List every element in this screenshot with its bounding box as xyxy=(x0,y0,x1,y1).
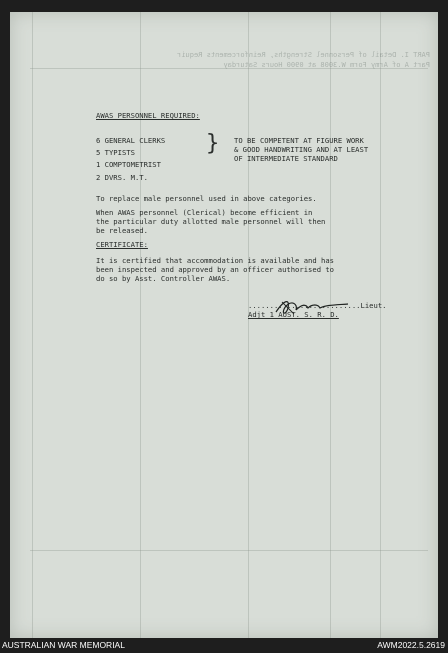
document-page xyxy=(10,12,438,638)
clerical-line: When AWAS personnel (Clerical) become efficient in xyxy=(96,208,313,217)
clerical-line: be released. xyxy=(96,226,148,235)
ruled-line xyxy=(140,12,141,638)
ruled-line xyxy=(32,12,33,638)
ruled-line xyxy=(380,12,381,638)
clerical-line: the particular duty allotted male personnel will then xyxy=(96,217,326,226)
ruled-line xyxy=(330,12,331,638)
ghost-line: PART I. Detail of Personnel Strengths, Reinforcements Requir xyxy=(177,51,430,59)
requirement-line: & GOOD HANDWRITING AND AT LEAST xyxy=(234,145,369,154)
footer-accession-number: AWM2022.5.2619 xyxy=(377,640,445,650)
certificate-line: do so by Asst. Controller AWAS. xyxy=(96,274,231,283)
brace-mark: } xyxy=(206,131,220,156)
ruled-line xyxy=(30,550,428,551)
ghost-line: Part A of Army Form W.3008 at 0900 Hours Saturday xyxy=(223,61,430,69)
footer-institution: AUSTRALIAN WAR MEMORIAL xyxy=(2,640,125,650)
requirement-line: TO BE COMPETENT AT FIGURE WORK xyxy=(234,136,364,145)
signature-dots: ..........................Lieut. xyxy=(248,301,387,310)
signature-title: Adjt 1 AUST. S. R. D. xyxy=(248,310,339,319)
personnel-item: 5 TYPISTS xyxy=(96,148,135,157)
certificate-line: It is certified that accommodation is available and has xyxy=(96,256,334,265)
personnel-item: 6 GENERAL CLERKS xyxy=(96,136,166,145)
heading-awas-personnel: AWAS PERSONNEL REQUIRED: xyxy=(96,111,200,120)
certificate-heading: CERTIFICATE: xyxy=(96,240,148,249)
ruled-line xyxy=(248,12,249,638)
bleed-through-text xyxy=(40,50,430,70)
certificate-line: been inspected and approved by an officer authorised to xyxy=(96,265,334,274)
personnel-item: 1 COMPTOMETRIST xyxy=(96,160,161,169)
requirement-line: OF INTERMEDIATE STANDARD xyxy=(234,154,338,163)
replace-line: To replace male personnel used in above categories. xyxy=(96,194,317,203)
personnel-item: 2 DVRS. M.T. xyxy=(96,173,148,182)
